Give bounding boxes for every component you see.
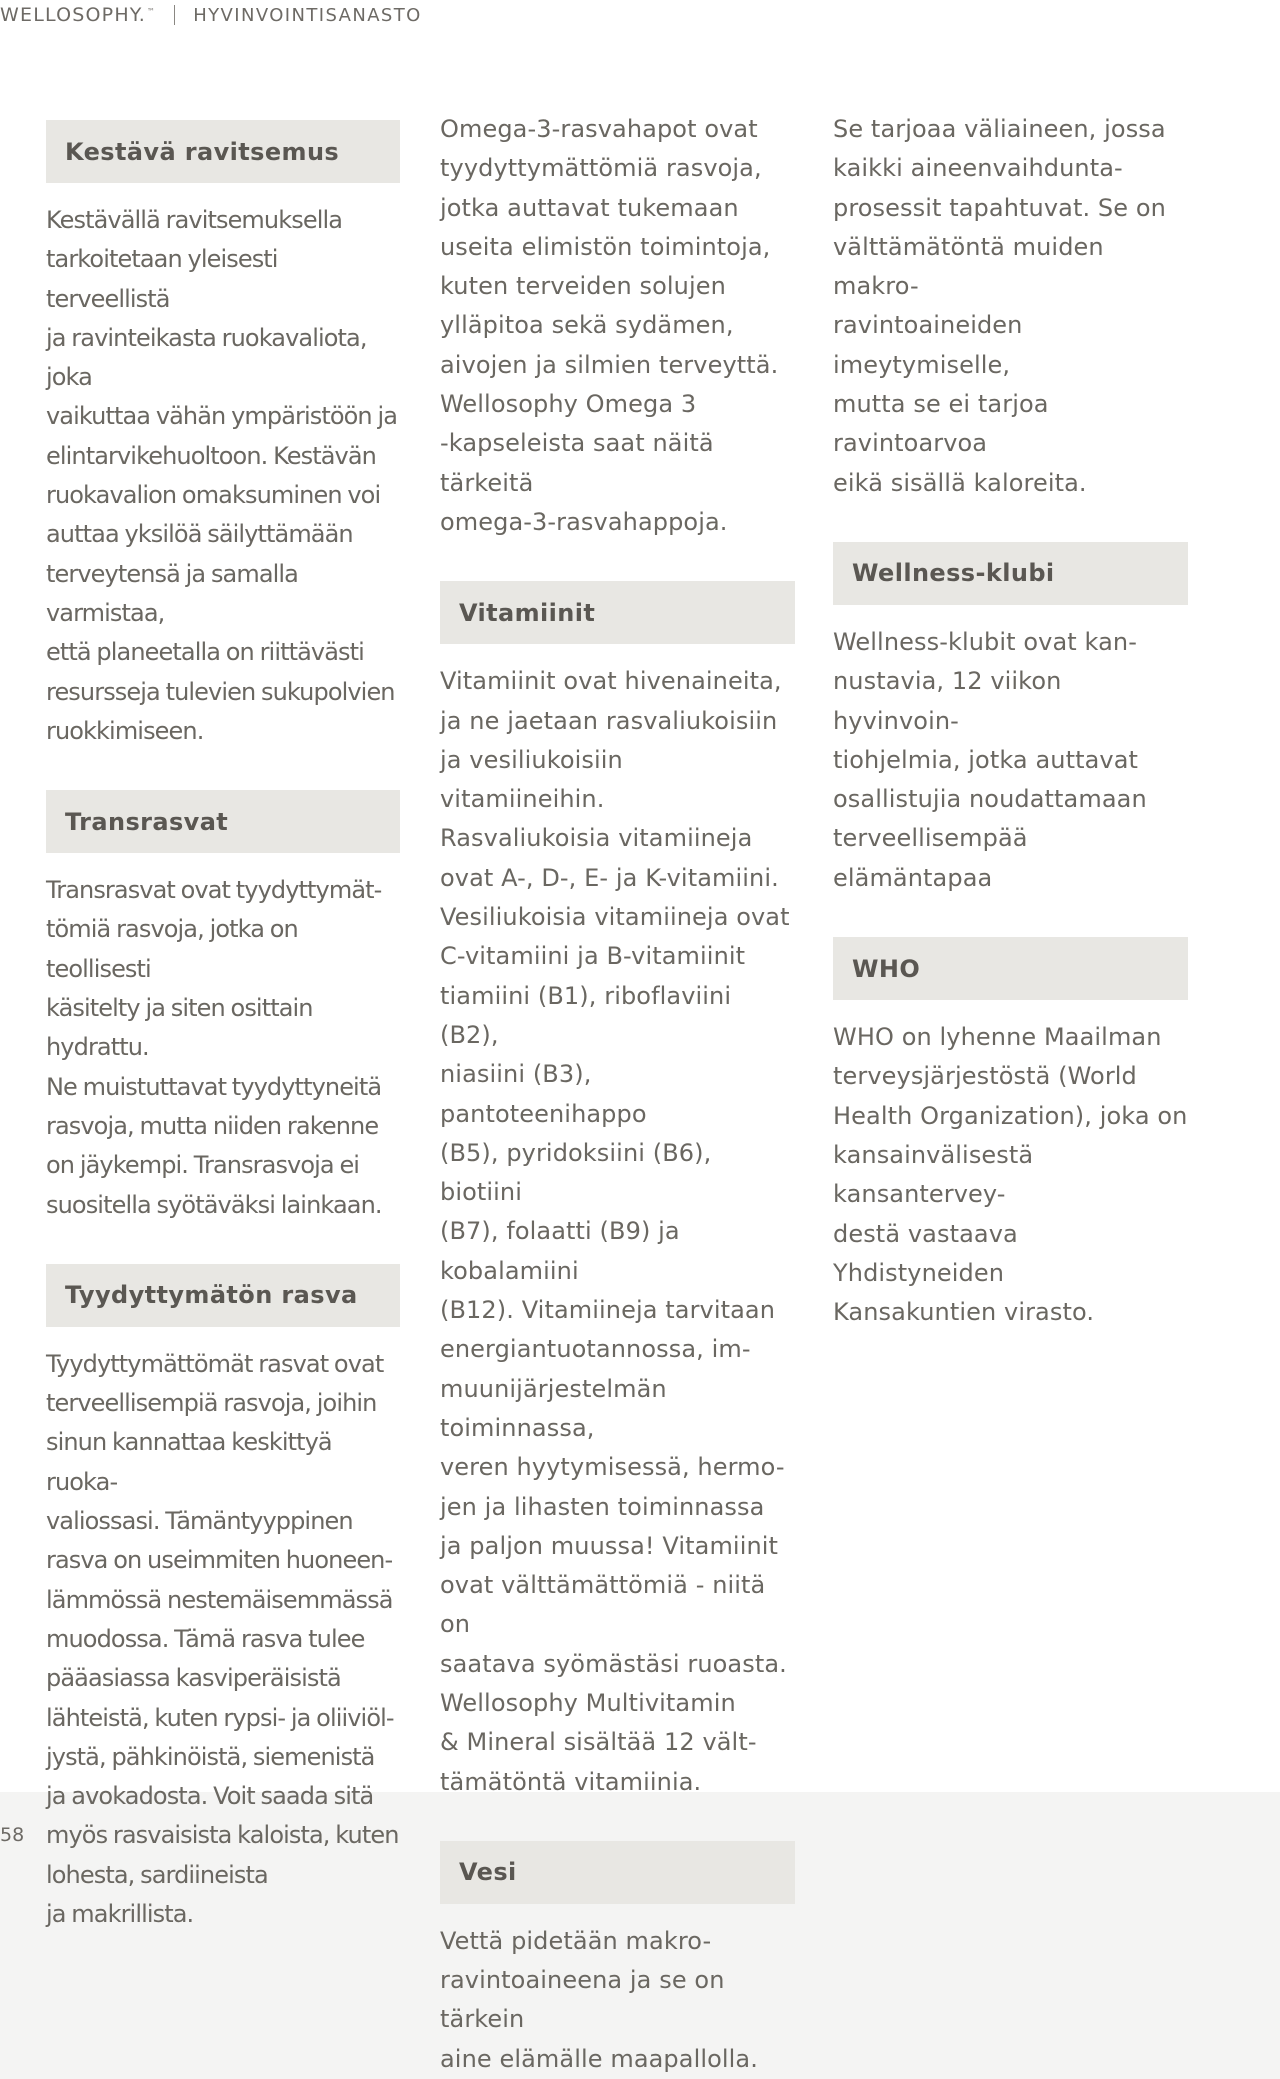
page-number: 58: [0, 1824, 25, 1846]
text-line: aivojen ja silmien terveyttä.: [440, 350, 779, 379]
text-line: ravintoaineena ja se on tärkein: [440, 1966, 725, 2034]
text-line: terveellisempää elämäntapaa: [833, 824, 1028, 892]
text-line: myös rasvaisista kaloista, kuten: [46, 1821, 399, 1850]
heading-transrasvat: Transrasvat: [46, 790, 400, 853]
text-line: tiohjelmia, jotka auttavat: [833, 745, 1139, 774]
text-line: käsitelty ja siten osittain hydrattu.: [46, 994, 313, 1062]
text-line: välttämätöntä muiden makro-: [833, 232, 1104, 301]
text-line: Ne muistuttavat tyydyttyneitä: [46, 1072, 382, 1101]
text-line: aine elämälle maapallolla.: [440, 2044, 758, 2073]
text-line: muodossa. Tämä rasva tulee: [46, 1624, 365, 1653]
text-line: ruokavalion omaksuminen voi: [46, 481, 381, 510]
text-line: tyydyttymättömiä rasvoja,: [440, 154, 762, 183]
text-line: lähteistä, kuten rypsi- ja oliiviöl-: [46, 1703, 394, 1732]
text-line: Wellosophy Omega 3: [440, 390, 697, 419]
text-line: niasiini (B3), pantoteenihappo: [440, 1060, 647, 1128]
text-line: (B12). Vitamiineja tarvitaan: [440, 1296, 776, 1325]
text-line: Se tarjoaa väliaineen, jossa: [833, 115, 1166, 143]
text-line: pääasiassa kasviperäisistä: [46, 1664, 341, 1693]
text-line: elintarvikehuoltoon. Kestävän: [46, 441, 376, 470]
text-line: valiossasi. Tämäntyyppinen: [46, 1507, 353, 1536]
paragraph-who: [833, 1018, 1188, 1332]
text-line: prosessit tapahtuvat. Se on: [833, 193, 1166, 222]
text-line: lämmössä nestemäisemmässä: [46, 1585, 393, 1614]
text-line: & Mineral sisältää 12 vält-: [440, 1728, 757, 1757]
paragraph-vesi-continued: [833, 110, 1188, 503]
text-line: ja avokadosta. Voit saada sitä: [46, 1782, 374, 1811]
text-line: eikä sisällä kaloreita.: [833, 468, 1087, 497]
text-line: Omega-3-rasvahapot ovat: [440, 115, 758, 143]
text-line: suositella syötäväksi lainkaan.: [46, 1190, 382, 1219]
text-line: ovat välttämättömiä - niitä on: [440, 1571, 766, 1639]
text-line: tömiä rasvoja, jotka on teollisesti: [46, 915, 298, 983]
text-line: (B7), folaatti (B9) ja kobalamiini: [440, 1217, 680, 1285]
text-line: Tyydyttymättömät rasvat ovat: [46, 1349, 384, 1378]
divider: [174, 5, 175, 25]
paragraph-vitamiinit: [440, 662, 795, 1802]
heading-kestava-ravitsemus: Kestävä ravitsemus: [46, 120, 400, 183]
brand-logo: [0, 4, 156, 26]
heading-tyydyttymaton-rasva: Tyydyttymätön rasva: [46, 1264, 400, 1327]
text-line: destä vastaava Yhdistyneiden: [833, 1219, 1018, 1287]
heading-vitamiinit: Vitamiinit: [440, 581, 795, 644]
text-line: saatava syömästäsi ruoasta.: [440, 1649, 787, 1678]
heading-vesi: Vesi: [440, 1841, 795, 1904]
text-line: (B5), pyridoksiini (B6), biotiini: [440, 1138, 712, 1207]
text-line: mutta se ei tarjoa ravintoarvoa: [833, 390, 1049, 458]
text-line: Health Organization), joka on: [833, 1101, 1188, 1130]
brand-header: [0, 0, 422, 30]
text-line: rasvoja, mutta niiden rakenne: [46, 1111, 379, 1140]
trademark: ™: [147, 6, 157, 16]
text-line: ovat A-, D-, E- ja K-vitamiini.: [440, 863, 779, 892]
top-bar: [0, 0, 1280, 52]
text-line: ja ravinteikasta ruokavaliota, joka: [46, 323, 367, 392]
column-2: [440, 115, 795, 2079]
text-line: Wellness-klubit ovat kan-: [833, 627, 1137, 656]
column-1: [46, 120, 400, 1934]
text-line: kuten terveiden solujen: [440, 272, 726, 301]
brand-name: WELLOSOPHY.: [0, 4, 146, 26]
text-line: terveysjärjestöstä (World: [833, 1062, 1137, 1091]
paragraph-transrasvat: [46, 871, 400, 1225]
text-line: Transrasvat ovat tyydyttymät-: [46, 876, 382, 905]
paragraph-omega-3: [440, 110, 795, 542]
text-line: Wellosophy Multivitamin: [440, 1688, 736, 1717]
text-line: ravintoaineiden imeytymiselle,: [833, 311, 1023, 379]
text-line: terveellisempiä rasvoja, joihin: [46, 1389, 377, 1418]
text-line: kaikki aineenvaihdunta-: [833, 154, 1123, 183]
text-line: että planeetalla on riittävästi: [46, 638, 364, 667]
text-line: omega-3-rasvahappoja.: [440, 507, 728, 536]
text-line: vaikuttaa vähän ympäristöön ja: [46, 402, 398, 431]
text-line: jystä, pähkinöistä, siemenistä: [46, 1742, 375, 1771]
text-line: resursseja tulevien sukupolvien: [46, 677, 395, 706]
text-line: ja makrillista.: [46, 1899, 194, 1928]
page-footer: [0, 1792, 1280, 1857]
column-3: [833, 115, 1188, 1332]
text-line: jotka auttavat tukemaan: [440, 193, 739, 222]
text-line: Rasvaliukoisia vitamiineja: [440, 824, 753, 853]
text-line: -kapseleista saat näitä tärkeitä: [440, 429, 714, 497]
text-line: on jäykempi. Transrasvoja ei: [46, 1151, 360, 1180]
text-line: tiamiini (B1), riboflaviini (B2),: [440, 981, 732, 1049]
text-line: C-vitamiini ja B-vitamiinit: [440, 942, 746, 971]
paragraph-kestava-ravitsemus: [46, 201, 400, 751]
text-line: osallistujia noudattamaan: [833, 785, 1147, 814]
paragraph-wellness-klubi: [833, 623, 1188, 898]
text-line: lohesta, sardiineista: [46, 1860, 268, 1889]
text-line: Vettä pidetään makro-: [440, 1926, 712, 1955]
text-line: Kansakuntien virasto.: [833, 1298, 1095, 1327]
heading-who: WHO: [833, 937, 1188, 1000]
section-title: HYVINVOINTISANASTO: [193, 4, 422, 26]
text-line: terveytensä ja samalla varmistaa,: [46, 559, 298, 627]
text-line: energiantuotannossa, im-: [440, 1335, 751, 1364]
text-line: tämätöntä vitamiinia.: [440, 1767, 702, 1796]
text-line: WHO on lyhenne Maailman: [833, 1023, 1162, 1052]
text-line: ylläpitoa sekä sydämen,: [440, 311, 734, 340]
text-line: Vesiliukoisia vitamiineja ovat: [440, 903, 790, 932]
paragraph-vesi: [440, 1922, 795, 2079]
heading-wellness-klubi: Wellness-klubi: [833, 542, 1188, 605]
text-line: useita elimistön toimintoja,: [440, 232, 771, 261]
text-line: veren hyytymisessä, hermo-: [440, 1453, 785, 1482]
text-line: kansainvälisestä kansantervey-: [833, 1140, 1034, 1209]
text-line: sinun kannattaa keskittyä ruoka-: [46, 1428, 332, 1496]
text-line: ja vesiliukoisiin vitamiineihin.: [440, 745, 623, 814]
text-line: ruokkimiseen.: [46, 716, 204, 745]
text-line: ja paljon muussa! Vitamiinit: [440, 1531, 779, 1560]
text-line: Kestävällä ravitsemuksella: [46, 206, 343, 234]
text-line: ja ne jaetaan rasvaliukoisiin: [440, 706, 778, 735]
text-line: rasva on useimmiten huoneen-: [46, 1546, 393, 1575]
text-line: jen ja lihasten toiminnassa: [440, 1492, 765, 1521]
text-line: auttaa yksilöä säilyttämään: [46, 520, 353, 549]
text-line: muunijärjestelmän toiminnassa,: [440, 1374, 667, 1442]
text-line: tarkoitetaan yleisesti terveellistä: [46, 245, 278, 313]
text-line: Vitamiinit ovat hivenaineita,: [440, 667, 782, 696]
text-line: nustavia, 12 viikon hyvinvoin-: [833, 667, 1062, 735]
